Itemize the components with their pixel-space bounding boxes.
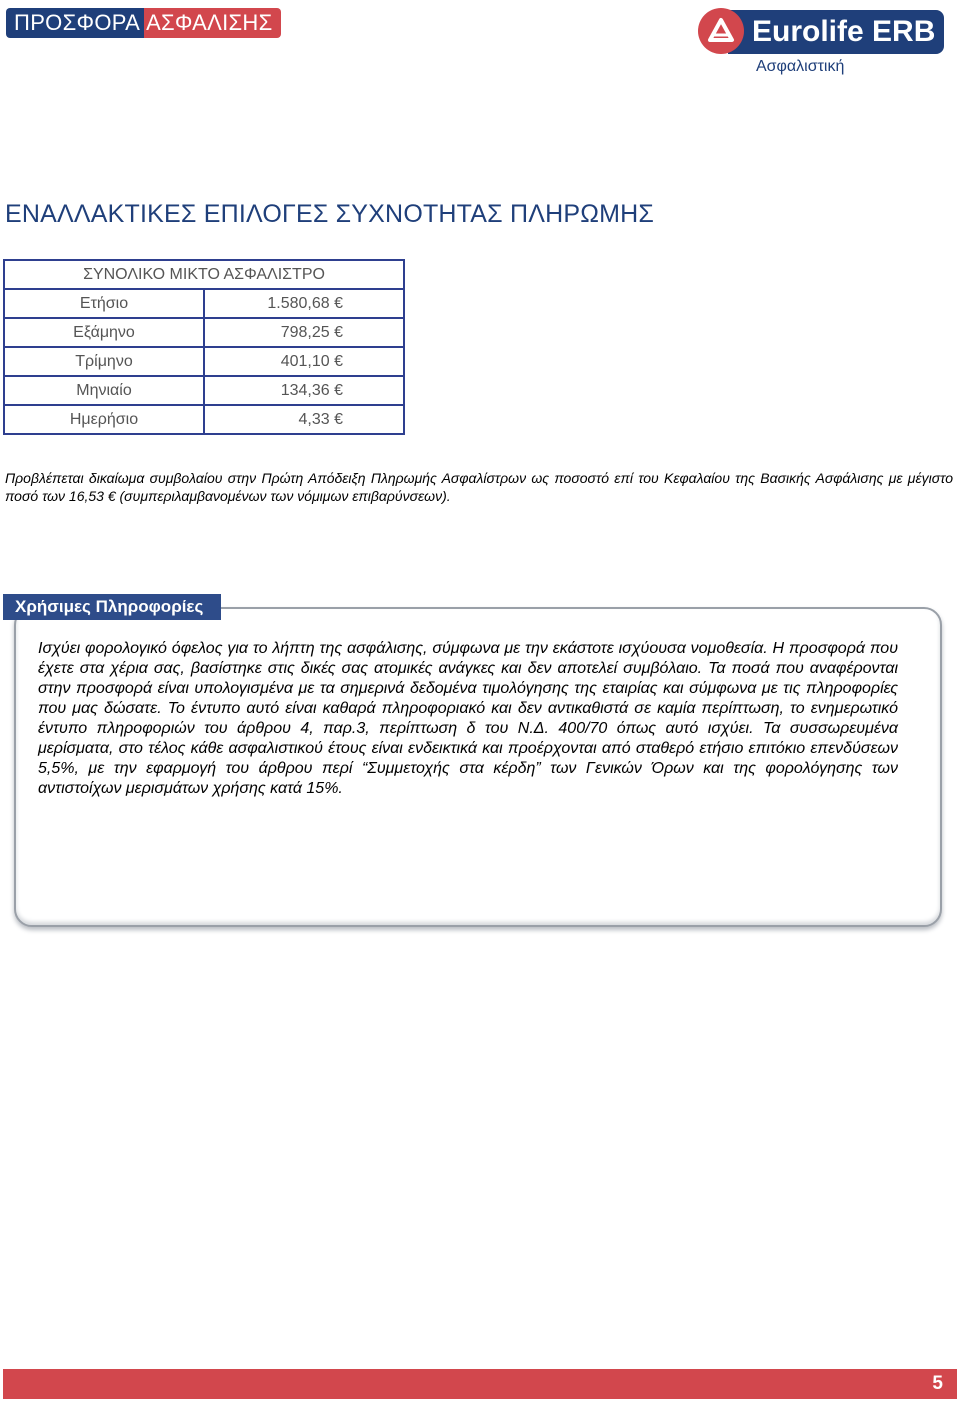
table-row bbox=[4, 376, 404, 405]
footer-bar bbox=[3, 1369, 957, 1399]
premium-value: 134,36 € bbox=[280, 381, 343, 399]
contract-fee-note: Προβλέπεται δικαίωμα συμβολαίου στην Πρώτη Απόδειξη Πληρωμής Ασφαλίστρων ως ποσοστό επί του Κεφαλαίου της Βασικής Ασφάλισης με μέγιστο ποσό των 16,53 € (συμπεριλαμβανομένων των νόμιμων επιβαρύνσεων). bbox=[5, 470, 953, 504]
table-row bbox=[4, 289, 404, 318]
table-header-row bbox=[4, 260, 404, 289]
info-box-title: Χρήσιμες Πληροφορίες bbox=[3, 594, 221, 620]
info-box-text: Ισχύει φορολογικό όφελος για το λήπτη της ασφάλισης, σύμφωνα με την εκάστοτε ισχύουσα νομοθεσία. Η προσφορά που έχετε στα χέρια σας, βασίστηκε στις δικές σας ατομικές ανάγκες και δεν αποτελεί συμβόλαιο. Τα ποσά που αναφέρονται στην προσφορά είναι υπολογισμένα με τα σημερινά δεδομένα τιμολόγησης της εταιρίας και σύμφωνα με τις πληροφορίες που μας δώσατε. Το έντυπο αυτό είναι καθαρά πληροφοριακό και δεν αντικαθιστά σε καμία περίπτωση, το ενημερωτικό έντυπο πληροφοριών του άρθρου 4, παρ.3, περίπτωση δ του Ν.Δ. 400/70 όπως αυτό ισχύει. Τα συσσωρευμένα μερίσματα, στο τέλος κάθε ασφαλιστικού έτους είναι ενδεικτικά και προέρχονται από σταθερό ετήσιο επιτόκιο επενδύσεων 5,5%, με την εφαρμογή του άρθρου περί “Συμμετοχής στα κέρδη” των Γενικών Όρων και της φορολόγησης των αντιστοίχων μερισμάτων χρήσης κατά 15%. bbox=[38, 640, 898, 797]
table-row bbox=[4, 405, 404, 434]
premium-value: 401,10 € bbox=[280, 352, 343, 370]
frequency-label: Ετήσιο bbox=[4, 289, 204, 318]
logo-name: Eurolife ERB bbox=[728, 10, 944, 54]
logo-mark-icon bbox=[698, 8, 744, 54]
frequency-label: Τρίμηνο bbox=[4, 347, 204, 376]
frequency-label: Μηνιαίο bbox=[4, 376, 204, 405]
page-number: 5 bbox=[932, 1373, 943, 1394]
offer-badge-part2: ΑΣΦΑΛΙΣΗΣ bbox=[144, 8, 280, 38]
offer-badge bbox=[6, 8, 281, 38]
premium-value: 4,33 € bbox=[298, 410, 343, 428]
premium-value: 1.580,68 € bbox=[267, 294, 343, 312]
table-row bbox=[4, 318, 404, 347]
premium-value: 798,25 € bbox=[280, 323, 343, 341]
page-title: ΕΝΑΛΛΑΚΤΙΚΕΣ ΕΠΙΛΟΓΕΣ ΣΥΧΝΟΤΗΤΑΣ ΠΛΗΡΩΜΗΣ bbox=[5, 200, 655, 228]
frequency-label: Εξάμηνο bbox=[4, 318, 204, 347]
logo-subtitle: Ασφαλιστική bbox=[756, 58, 845, 75]
frequency-label: Ημερήσιο bbox=[4, 405, 204, 434]
table-header: ΣΥΝΟΛΙΚΟ ΜΙΚΤΟ ΑΣΦΑΛΙΣΤΡΟ bbox=[4, 260, 404, 289]
premium-table bbox=[3, 259, 405, 435]
table-row bbox=[4, 347, 404, 376]
offer-badge-part1: ΠΡΟΣΦΟΡΑ bbox=[6, 8, 144, 38]
company-logo bbox=[698, 8, 944, 80]
